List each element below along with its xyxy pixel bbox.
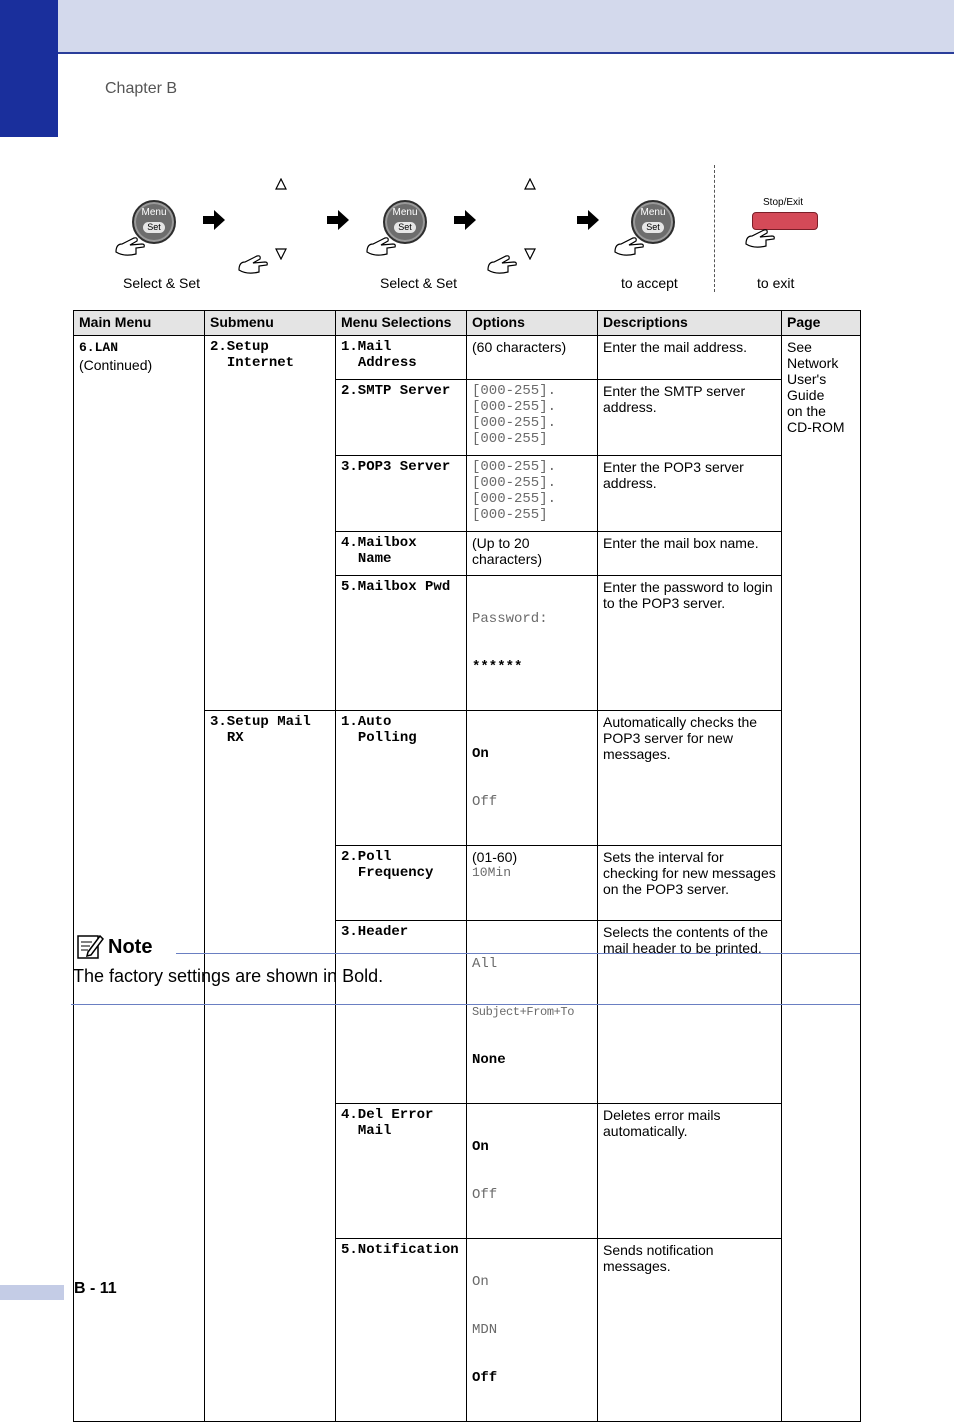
flow-divider: [714, 165, 715, 292]
pointing-hand-icon: [237, 252, 271, 276]
right-arrow-icon: [577, 210, 599, 230]
up-arrow-key-icon: [524, 178, 536, 190]
page-number: B - 11: [74, 1280, 117, 1297]
description-cell: Sets the interval for checking for new messages on the POP3 server.: [598, 846, 782, 921]
main-menu-name: 6.LAN: [79, 340, 119, 355]
description-cell: Deletes error mails automatically.: [598, 1104, 782, 1239]
note-pencil-icon: [76, 932, 104, 960]
menu-selection: 4.Del Error Mail: [336, 1104, 467, 1239]
menu-set-key: Menu Set: [383, 200, 427, 244]
description-cell: Sends notification messages.: [598, 1239, 782, 1422]
submenu-cell: 3.Setup Mail RX: [205, 711, 336, 1422]
options-cell: (60 characters): [467, 336, 598, 380]
note-title: Note: [108, 936, 153, 958]
pointing-hand-icon: [486, 252, 520, 276]
down-arrow-key-icon: [524, 248, 536, 260]
pointing-hand-icon: [613, 234, 647, 258]
submenu-cell: 2.Setup Internet: [205, 336, 336, 711]
menu-selection: 2.Poll Frequency: [336, 846, 467, 921]
menu-selection: 5.Mailbox Pwd: [336, 576, 467, 711]
description-cell: Enter the POP3 server address.: [598, 456, 782, 532]
description-cell: Enter the SMTP server address.: [598, 380, 782, 456]
main-menu-note: (Continued): [79, 357, 153, 373]
menu-selection: 4.Mailbox Name: [336, 532, 467, 576]
table-header-row: [74, 311, 861, 336]
down-arrow-key-icon: [275, 248, 287, 260]
up-arrow-key-icon: [275, 178, 287, 190]
column-header: Page: [782, 311, 861, 336]
menu-selection: 1.Mail Address: [336, 336, 467, 380]
pointing-hand-icon: [114, 234, 148, 258]
note-text: The factory settings are shown in Bold.: [73, 966, 384, 986]
table-row: [74, 336, 861, 380]
options-cell: On Off: [467, 711, 598, 846]
options-cell: (01-60) 10Min: [467, 846, 598, 921]
right-arrow-icon: [327, 210, 349, 230]
chapter-title: Chapter B: [105, 80, 178, 97]
header-band: [58, 0, 954, 54]
column-header: Menu Selections: [336, 311, 467, 336]
menu-selection: 1.Auto Polling: [336, 711, 467, 846]
note-box: [73, 930, 860, 1010]
options-cell: [000-255]. [000-255]. [000-255]. [000-255]: [467, 380, 598, 456]
menu-selection: 5.Notification: [336, 1239, 467, 1422]
chapter-tab: [0, 0, 58, 137]
description-cell: Enter the mail box name.: [598, 532, 782, 576]
menu-selection: 3.POP3 Server: [336, 456, 467, 532]
options-cell: [000-255]. [000-255]. [000-255]. [000-255]: [467, 456, 598, 532]
column-header: Main Menu: [74, 311, 205, 336]
stop-exit-label: Stop/Exit: [763, 197, 804, 208]
page-reference: See Network User's Guide on the CD-ROM: [782, 336, 861, 1422]
menu-selection: 3.Header: [336, 921, 467, 1104]
description-cell: Enter the mail address.: [598, 336, 782, 380]
description-cell: Selects the contents of the mail header to be printed.: [598, 921, 782, 1104]
description-cell: Enter the password to login to the POP3 server.: [598, 576, 782, 711]
column-header: Submenu: [205, 311, 336, 336]
pointing-hand-icon: [744, 226, 778, 250]
menu-set-key: Menu Set: [132, 200, 176, 244]
flow-label-select-set: Select & Set: [123, 275, 201, 291]
note-bottom-rule: [71, 1004, 860, 1005]
right-arrow-icon: [203, 210, 225, 230]
column-header: Options: [467, 311, 598, 336]
flow-label-exit: to exit: [757, 275, 795, 291]
description-cell: Automatically checks the POP3 server for new messages.: [598, 711, 782, 846]
main-menu-cell: [74, 336, 205, 1422]
options-cell: Password: ******: [467, 576, 598, 711]
right-arrow-icon: [454, 210, 476, 230]
note-rule: [176, 953, 860, 954]
options-cell: (Up to 20 characters): [467, 532, 598, 576]
pointing-hand-icon: [365, 234, 399, 258]
key-flow-diagram: [0, 160, 954, 300]
footer-tab: [0, 1285, 64, 1300]
options-cell: On Off: [467, 1104, 598, 1239]
menu-set-key: Menu Set: [631, 200, 675, 244]
options-cell: All Subject+From+To None: [467, 921, 598, 1104]
flow-label-select-set: Select & Set: [380, 275, 458, 291]
column-header: Descriptions: [598, 311, 782, 336]
options-cell: On MDN Off: [467, 1239, 598, 1422]
flow-label-accept: to accept: [621, 275, 678, 291]
menu-table: [73, 310, 861, 1422]
menu-selection: 2.SMTP Server: [336, 380, 467, 456]
